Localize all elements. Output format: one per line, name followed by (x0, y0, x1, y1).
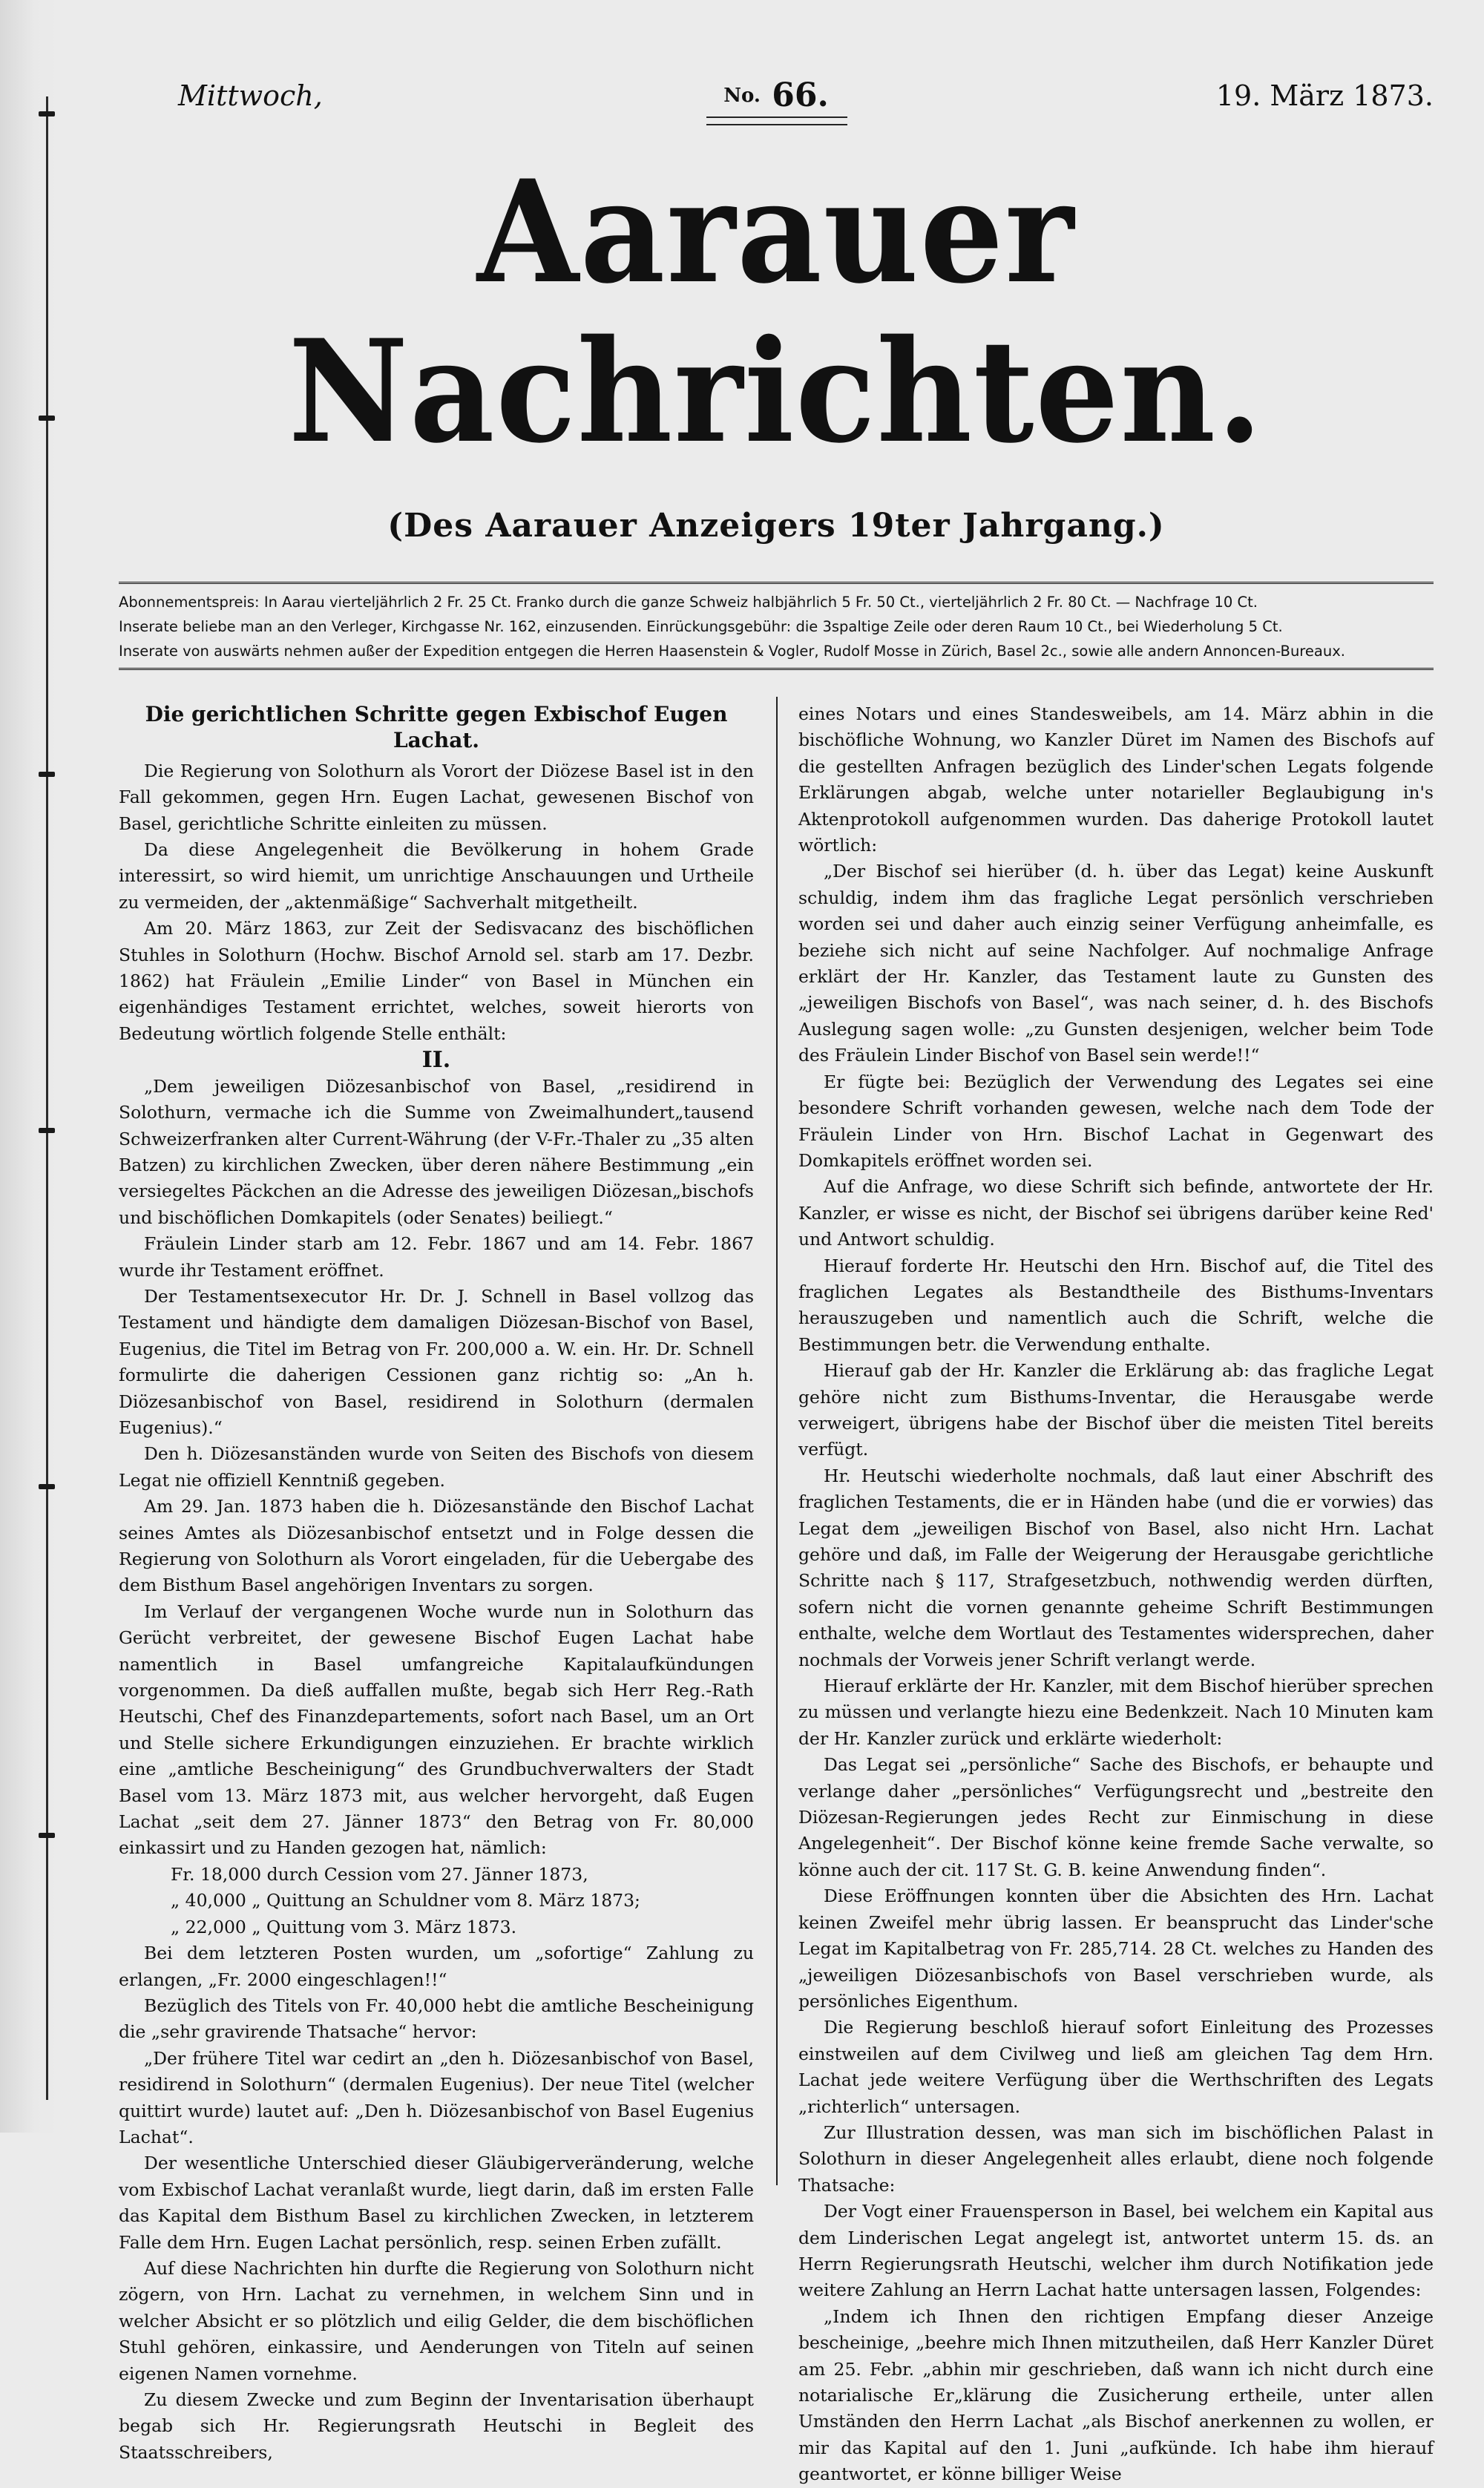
binding-stitch (39, 416, 55, 421)
binding-stitch (39, 1484, 55, 1489)
article-headline: Die gerichtlichen Schritte gegen Exbischof Eugen Lachat. (145, 702, 728, 753)
masthead-title: Aarauer Nachrichten. (288, 149, 1264, 474)
subscription-notice (119, 582, 1434, 670)
issue-date: 19. März 1873. (1215, 79, 1434, 112)
paragraph: Hierauf forderte Hr. Heutschi den Hrn. Bischof auf, die Titel des fraglichen Legates als Bestandtheile des Bisthums-Inventars herauszugeben und namentlich auch die Schrift, welche die Bestimmungen betr. die Verwendung enthalte. (798, 1255, 1434, 1355)
paragraph: Fräulein Linder starb am 12. Febr. 1867 und am 14. Febr. 1867 wurde ihr Testament eröffnet. (119, 1233, 754, 1281)
issue-weekday: Mittwoch, (178, 79, 323, 112)
paragraph: Den h. Diözesanständen wurde von Seiten des Bischofs von diesem Legat nie offiziell Kenntniß gegeben. (119, 1443, 754, 1491)
number-ornament (706, 116, 847, 125)
paragraph: Auf diese Nachrichten hin durfte die Regierung von Solothurn nicht zögern, von Hrn. Lachat zu vernehmen, in welchem Sinn und in welcher Absicht er so plötzlich und eilig Gelder, die dem bischöflichen Stuhl gehören, einkassire, und Aenderungen von Titeln auf seinen eigenen Namen vornehme. (119, 2257, 754, 2384)
binding-stitch (39, 1833, 55, 1838)
paragraph: „Der Bischof sei hierüber (d. h. über das Legat) keine Auskunft schuldig, indem ihm das fragliche Legat persönlich verschrieben worden sei und daher auch einzig seiner Verfügung anheimfalle, es beziehe sich nicht auf seine Nachfolger. Auf nochmalige Anfrage erklärt der Hr. Kanzler, das Testament laute zu Gunsten des „jeweiligen Bischofs von Basel“, was nach seiner, d. h. des Bischofs Auslegung sagen wolle: „zu Gunsten desjenigen, welcher beim Tode des Fräulein Linder Bischof von Basel sein werde!!“ (798, 861, 1434, 1066)
paragraph: Der Vogt einer Frauensperson in Basel, bei welchem ein Kapital aus dem Linderischen Legat angelegt ist, antwortet unterm 15. ds. an Herrn Regierungsrath Heutschi, welcher ihm durch Notifikation jede weitere Zahlung an Herrn Lachat hatte untersagen lassen, Folgendes: (798, 2201, 1434, 2301)
masthead-subtitle: (Des Aarauer Anzeigers 19ter Jahrgang.) (387, 507, 1165, 545)
section-mark: II. (421, 1047, 451, 1074)
quotation: „Dem jeweiligen Diözesanbischof von Basel, „residirend in Solothurn, vermache ich die Summe von Zweimalhundert„tausend Schweizerfranken alter Current-Währung (der V-Fr.-Thaler zu „35 alten Batzen) zu kirchlichen Zwecken, über deren nähere Bestimmung „ein versiegeltes Päckchen an die Adresse des jeweiligen Diözesan„bischofs und bischöflichen Domkapitels (oder Senates) beiliegt.“ (119, 1075, 754, 1228)
issue-number-value: 66. (772, 76, 829, 114)
binding-stitch (39, 111, 55, 116)
issue-number-prefix: No. (723, 85, 761, 107)
paragraph: Da diese Angelegenheit die Bevölkerung in hohem Grade interessirt, so wird hiemit, um unrichtige Anschauungen und Urtheile zu vermeiden, der „aktenmäßige“ Sachverhalt mitgetheilt. (119, 839, 754, 913)
newspaper-page (119, 70, 1434, 2485)
right-column (778, 701, 1434, 2485)
paragraph: eines Notars und eines Standesweibels, am 14. März abhin in die bischöfliche Wohnung, wo Kanzler Düret im Namen des Bischofs auf die gestellten Anfragen bezüglich des Linder'schen Legats folgende Erklärungen abgab, welche unter notarieller Beglaubigung in's Aktenprotokoll aufgenommen wurden. Das daherige Protokoll lautet wörtlich: (798, 703, 1434, 856)
paragraph: Hr. Heutschi wiederholte nochmals, daß laut einer Abschrift des fraglichen Testaments, die er in Händen habe (und die er vorwies) das Legat dem „jeweiligen Bischof von Basel, also nicht Hrn. Lachat gehöre und daß, im Falle der Weigerung der Herausgabe gerichtliche Schritte nach § 117, Strafgesetzbuch, nothwendig werden dürften, sofern nicht die vornen genannte geheime Schrift Bestimmungen enthalte, welche dem Wortlaut des Testamentes widersprechen, daher nochmals der Vorweis jener Schrift verlangt werde. (798, 1465, 1434, 1670)
paragraph: Hierauf erklärte der Hr. Kanzler, mit dem Bischof hierüber sprechen zu müssen und verlangte hiezu eine Bedenkzeit. Nach 10 Minuten kam der Hr. Kanzler zurück und erklärte wiederholt: (798, 1675, 1434, 1749)
paragraph: Am 29. Jan. 1873 haben die h. Diözesanstände den Bischof Lachat seines Amtes als Diözesanbischof entsetzt und in Folge dessen die Regierung von Solothurn als Vorort eingeladen, für die Uebergabe des dem Bisthum Basel angehörigen Inventars zu sorgen. (119, 1496, 754, 1596)
notice-line: Inserate von auswärts nehmen außer der Expedition entgegen die Herren Haasenstein & Vogler, Rudolf Mosse in Zürich, Basel 2c., sowie alle andern Annoncen-Bureaux. (119, 643, 1345, 660)
issue-line (119, 70, 1434, 122)
paragraph: Hierauf gab der Hr. Kanzler die Erklärung ab: das fragliche Legat gehöre nicht zum Bisthums-Inventar, die Herausgabe werde verweigert, übrigens habe der Bischof über die meisten Titel bereits verfügt. (798, 1360, 1434, 1460)
payment-line: „ 40,000 „ Quittung an Schuldner vom 8. März 1873; (171, 1890, 640, 1911)
payment-line: Fr. 18,000 durch Cession vom 27. Jänner 1873, (171, 1863, 588, 1885)
payment-line: „ 22,000 „ Quittung vom 3. März 1873. (171, 1916, 517, 1937)
paragraph: Der wesentliche Unterschied dieser Gläubigerveränderung, welche vom Exbischof Lachat veranlaßt wurde, liegt darin, daß im ersten Falle das Kapital dem Bisthum Basel zu kirchlichen Zwecken, in letzterem Falle dem Hrn. Eugen Lachat persönlich, resp. seinen Erben zufällt. (119, 2153, 754, 2253)
paragraph: Zur Illustration dessen, was man sich im bischöflichen Palast in Solothurn in dieser Angelegenheit alles erlaubt, diene noch folgende Thatsache: (798, 2121, 1434, 2196)
paragraph: Diese Eröffnungen konnten über die Absichten des Hrn. Lachat keinen Zweifel mehr übrig lassen. Er beansprucht das Linder'sche Legat im Kapitalbetrag von Fr. 285,714. 28 Ct. welches zu Handen des „jeweiligen Diözesanbischofs von Basel verschrieben wurde, als persönliches Eigenthum. (798, 1885, 1434, 2012)
paragraph: „Der frühere Titel war cedirt an „den h. Diözesanbischof von Basel, residirend in Solothurn“ (dermalen Eugenius). Der neue Titel (welcher quittirt wurde) lautet auf: „Den h. Diözesanbischof von Basel Eugenius Lachat“. (119, 2047, 754, 2147)
paragraph: Bezüglich des Titels von Fr. 40,000 hebt die amtliche Bescheinigung die „sehr gravirende Thatsache“ hervor: (119, 1995, 754, 2043)
paragraph: Zu diesem Zwecke und zum Beginn der Inventarisation überhaupt begab sich Hr. Regierungsrath Heutschi in Begleit des Staatsschreibers, (119, 2389, 754, 2463)
paragraph: Das Legat sei „persönliche“ Sache des Bischofs, er behaupte und verlange daher „persönliches“ Verfügungsrecht und „bestreite den Diözesan-Regierungen jedes Recht zur Einmischung in diese Angelegenheit“. Der Bischof könne keine fremde Sache verwalte, so könne auch der cit. 117 St. G. B. keine Anwendung finden“. (798, 1754, 1434, 1880)
notice-line: Abonnementspreis: In Aarau vierteljährlich 2 Fr. 25 Ct. Franko durch die ganze Schweiz halbjährlich 5 Fr. 50 Ct., vierteljährlich 2 Fr. 80 Ct. — Nachfrage 10 Ct. (119, 594, 1258, 611)
binding-edge (0, 0, 58, 2133)
binding-spine (46, 96, 48, 2100)
left-column (119, 701, 776, 2463)
paragraph: Die Regierung von Solothurn als Vorort der Diözese Basel ist in den Fall gekommen, gegen Hrn. Eugen Lachat, gewesenen Bischof von Basel, gerichtliche Schritte einleiten zu müssen. (119, 760, 754, 834)
paragraph: Bei dem letzteren Posten wurden, um „sofortige“ Zahlung zu erlangen, „Fr. 2000 eingeschlagen!!“ (119, 1943, 754, 1990)
binding-stitch (39, 1128, 55, 1133)
notice-line: Inserate beliebe man an den Verleger, Kirchgasse Nr. 162, einzusenden. Einrückungsgebühr: die 3spaltige Zeile oder deren Raum 10 Ct., bei Wiederholung 5 Ct. (119, 618, 1283, 635)
paragraph: Am 20. März 1863, zur Zeit der Sedisvacanz des bischöflichen Stuhles in Solothurn (Hochw. Bischof Arnold sel. starb am 17. Dezbr. 1862) hat Fräulein „Emilie Linder“ von Basel in München ein eigenhändiges Testament errichtet, welches, soweit hierorts von Bedeutung wörtlich folgende Stelle enthält: (119, 918, 754, 1044)
paragraph: Der Testamentsexecutor Hr. Dr. J. Schnell in Basel vollzog das Testament und händigte dem damaligen Diözesan-Bischof von Basel, Eugenius, die Titel im Betrag von Fr. 200,000 a. W. ein. Hr. Dr. Schnell formulirte die daherigen Cessionen ganz richtig so: „An h. Diözesanbischof von Basel, residirend in Solothurn (dermalen Eugenius).“ (119, 1285, 754, 1438)
paragraph: Er fügte bei: Bezüglich der Verwendung des Legates sei eine besondere Schrift vorhanden gewesen, welche nach dem Tode der Fräulein Linder von Hrn. Bischof Lachat in Gegenwart des Domkapitels eröffnet worden sei. (798, 1071, 1434, 1171)
paragraph: Auf die Anfrage, wo diese Schrift sich befinde, antwortete der Hr. Kanzler, er wisse es nicht, der Bischof sei übrigens darüber keine Red' und Antwort schuldig. (798, 1176, 1434, 1250)
paragraph: Die Regierung beschloß hierauf sofort Einleitung des Prozesses einstweilen auf dem Civilweg und ließ am gleichen Tag dem Hrn. Lachat jede weitere Verfügung über die Werthschriften des Legats „richterlich“ untersagen. (798, 2017, 1434, 2117)
article-columns (119, 701, 1434, 2485)
quotation: „Indem ich Ihnen den richtigen Empfang dieser Anzeige bescheinige, „beehre mich Ihnen mitzutheilen, daß Herr Kanzler Düret am 25. Febr. „abhin mir geschrieben, daß wann ich nicht durch eine notarialische Er„klärung die Zusicherung ertheile, unter allen Umständen den Herrn Lachat „als Bischof anerkennen zu wollen, er mir das Kapital auf den 1. Juni „aufkünde. Ich habe ihm hierauf geantwortet, er könne billiger Weise (798, 2305, 1434, 2485)
paragraph: Im Verlauf der vergangenen Woche wurde nun in Solothurn das Gerücht verbreitet, der gewesene Bischof Eugen Lachat habe namentlich in Basel umfangreiche Kapitalaufkündungen vorgenommen. Da dieß auffallen mußte, begab sich Herr Reg.-Rath Heutschi, Chef des Finanzdepartements, sofort nach Basel, um an Ort und Stelle sichere Erkundigungen einzuziehen. Er brachte wirklich eine „amtliche Bescheinigung“ des Grundbuchverwalters der Stadt Basel vom 13. März 1873 mit, aus welcher hervorgeht, daß Eugen Lachat „seit dem 27. Jänner 1873“ den Betrag von Fr. 80,000 einkassirt und zu Handen gezogen hat, nämlich: (119, 1601, 754, 1859)
binding-stitch (39, 772, 55, 777)
